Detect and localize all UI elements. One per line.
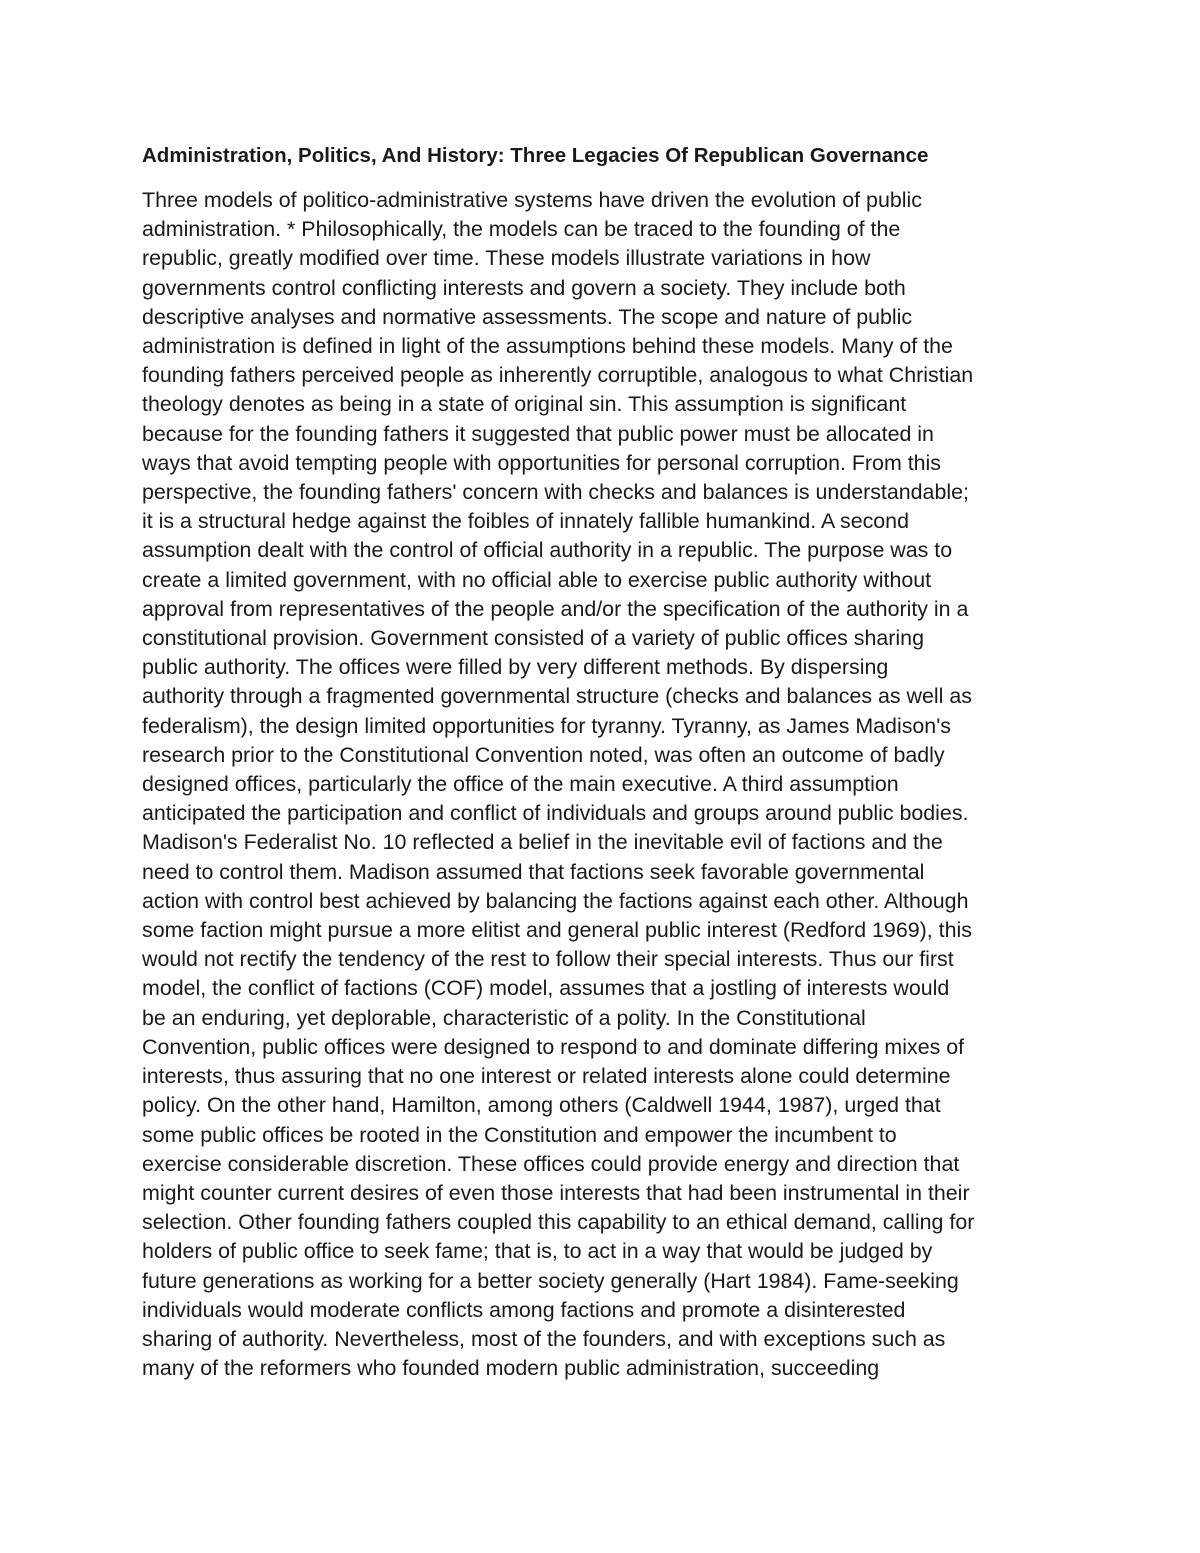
text-line: model, the conflict of factions (COF) model, assumes that a jostling of interests would [142,976,950,1001]
text-line: selection. Other founding fathers coupled this capability to an ethical demand, calling for [142,1210,975,1235]
text-line: founding fathers perceived people as inherently corruptible, analogous to what Christian [142,363,974,388]
text-line: sharing of authority. Nevertheless, most of the founders, and with exceptions such as [142,1326,946,1351]
text-line: some faction might pursue a more elitist and general public interest (Redford 1969), this [142,918,972,943]
text-line: it is a structural hedge against the foibles of innately fallible humankind. A second [142,509,909,534]
text-line: public authority. The offices were filled by very different methods. By dispersing [142,655,889,680]
text-line: governments control conflicting interests and govern a society. They include both [142,275,906,300]
text-line: approval from representatives of the people and/or the specification of the authority in a [142,596,969,621]
text-line: republic, greatly modified over time. These models illustrate variations in how [142,246,871,271]
text-line: theology denotes as being in a state of original sin. This assumption is significant [142,392,907,417]
text-line: descriptive analyses and normative assessments. The scope and nature of public [142,304,913,329]
text-line: Madison's Federalist No. 10 reflected a belief in the inevitable evil of factions and the [142,830,943,855]
document-title: Administration, Politics, And History: Three Legacies Of Republican Governance [142,144,929,167]
text-line: holders of public office to seek fame; that is, to act in a way that would be judged by [142,1239,933,1264]
text-line: create a limited government, with no official able to exercise public authority without [142,567,932,592]
body-paragraph [142,186,974,1383]
text-line: constitutional provision. Government consisted of a variety of public offices sharing [142,626,924,651]
text-line: many of the reformers who founded modern public administration, succeeding [142,1356,880,1381]
text-line: might counter current desires of even those interests that had been instrumental in their [142,1180,970,1205]
text-line: be an enduring, yet deplorable, characteristic of a polity. In the Constitutional [142,1005,866,1030]
text-line: Convention, public offices were designed to respond to and dominate differing mixes of [142,1034,965,1059]
text-line: administration is defined in light of the assumptions behind these models. Many of the [142,334,953,359]
text-line: individuals would moderate conflicts among factions and promote a disinterested [142,1297,906,1322]
text-line: research prior to the Constitutional Convention noted, was often an outcome of badly [142,742,945,767]
text-line: Three models of politico-administrative systems have driven the evolution of public [142,188,922,212]
text-line: some public offices be rooted in the Constitution and empower the incumbent to [142,1122,897,1147]
text-line: exercise considerable discretion. These offices could provide energy and direction that [142,1151,960,1176]
text-line: assumption dealt with the control of official authority in a republic. The purpose was to [142,538,953,563]
text-line: administration. * Philosophically, the models can be traced to the founding of the [142,217,901,242]
text-line: policy. On the other hand, Hamilton, among others (Caldwell 1944, 1987), urged that [142,1093,941,1118]
text-line: future generations as working for a better society generally (Hart 1984). Fame-seeking [142,1268,959,1293]
text-line: designed offices, particularly the office of the main executive. A third assumption [142,772,899,797]
text-line: interests, thus assuring that no one interest or related interests alone could determine [142,1064,951,1089]
text-line: anticipated the participation and conflict of individuals and groups around public bodies. [142,801,969,826]
text-line: because for the founding fathers it suggested that public power must be allocated in [142,421,934,446]
text-line: would not rectify the tendency of the rest to follow their special interests. Thus our first [142,947,954,972]
text-line: need to control them. Madison assumed that factions seek favorable governmental [142,859,925,884]
text-line: action with control best achieved by balancing the factions against each other. Although [142,888,969,913]
text-line: authority through a fragmented governmental structure (checks and balances as well as [142,684,972,709]
text-line: federalism), the design limited opportunities for tyranny. Tyranny, as James Madison's [142,713,951,738]
text-line: ways that avoid tempting people with opportunities for personal corruption. From this [142,450,941,475]
text-line: perspective, the founding fathers' concern with checks and balances is understandable; [142,480,969,505]
